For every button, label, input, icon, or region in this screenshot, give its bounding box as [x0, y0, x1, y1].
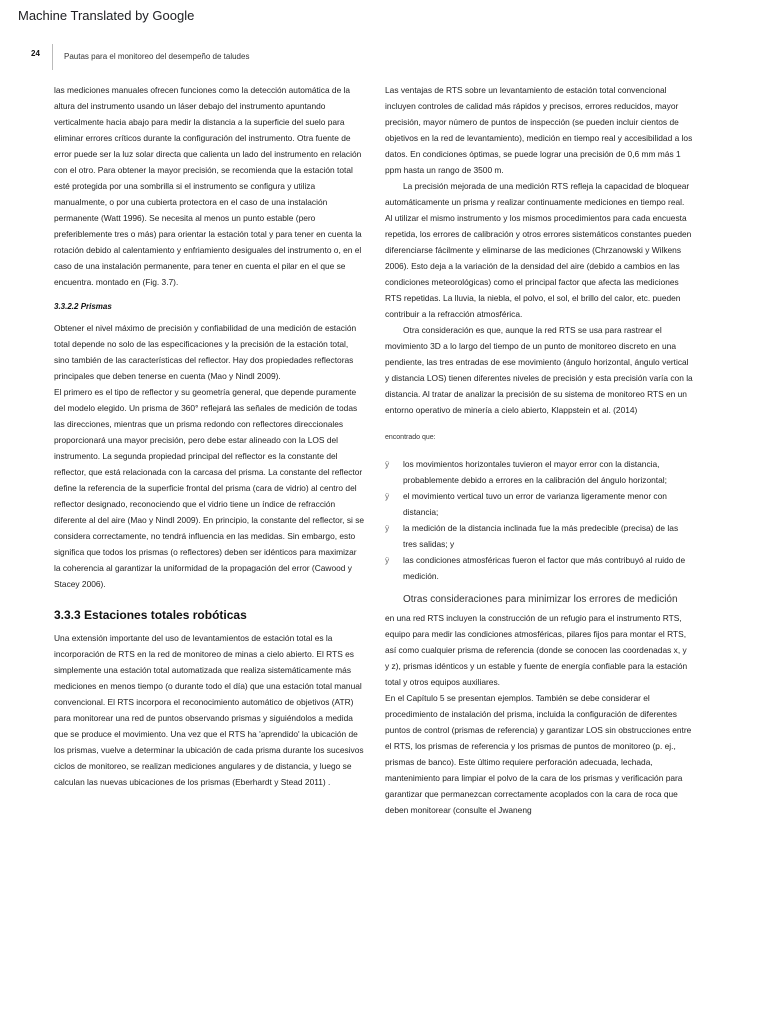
- subsection-heading-prismas: 3.3.2.2 Prismas: [54, 302, 112, 311]
- bullet-marker: ÿ: [385, 555, 390, 565]
- list-item: ÿ los movimientos horizontales tuvieron el mayor error con la distancia, probablemente debido a errores en la calibración del ángulo horizontal;: [385, 456, 693, 488]
- left-paragraph-1: las mediciones manuales ofrecen funciones como la detección automática de la altura del instrumento usando un láser debajo del instrumento apuntando verticalmente hacia abajo para medir la distancia a la superficie del suelo para eliminar errores críticos durante la configuración del instrumento. Otra fuente de error puede ser la luz solar directa que calienta un lado del instrumento en relación con el otro. Para obtener la mayor precisión, se recomienda que la estación total esté protegida por una sombrilla si el instrumento se configura y utiliza manualmente, o por una cubierta protectora en el caso de una instalación permanente (Watt 1996). Se necesita al menos un punto estable (pero preferiblemente tres o más) para orientar la estación total y para tener en cuenta la rotación debido al calentamiento y enfriamiento desiguales del instrumento o, en el caso de una instalación permanente, para tener en cuenta el pilar en el que se encuentra. montado en (Fig. 3.7).: [54, 85, 362, 287]
- right-column: [385, 82, 693, 818]
- list-item: ÿ el movimiento vertical tuvo un error de varianza ligeramente menor con distancia;: [385, 488, 693, 520]
- left-paragraph-4: Una extensión importante del uso de levantamientos de estación total es la incorporación de RTS en la red de monitoreo de minas a cielo abierto. El RTS es simplemente una estación total automatizada que realiza sistemáticamente más mediciones en menos tiempo (o durante todo el día) que una estación total manual convencional. El RTS incorpora el reconocimiento automático de objetivos (ATR) para monitorear una red de puntos observando prismas y siguiéndolos a medida que se produce el movimiento. Una vez que el RTS ha 'aprendido' la ubicación de los prismas, vuelve a determinar la ubicación de cada prisma durante los sucesivos ciclos de monitoreo, se realizan mediciones angulares y de distancia, y luego se calculan las nuevas ubicaciones de los prismas (Eberhardt y Stead 2011) .: [54, 633, 364, 787]
- list-item: ÿ las condiciones atmosféricas fueron el factor que más contribuyó al ruido de medición.: [385, 552, 693, 584]
- right-paragraph-3: Otra consideración es que, aunque la red RTS se usa para rastrear el movimiento 3D a lo largo del tiempo de un punto de monitoreo discreto en una pendiente, las tres entradas de ese movimiento (ángulo horizontal, ángulo vertical y distancia LOS) tienen diferentes niveles de precisión y esta precisión varía con la distancia. Al tratar de analizar la precisión de su sistema de monitoreo RTS en un entorno operativo de minería a cielo abierto, Klappstein et al. (2014): [385, 325, 693, 415]
- running-title: Pautas para el monitoreo del desempeño de taludes: [64, 52, 250, 61]
- bullet-marker: ÿ: [385, 491, 390, 501]
- left-paragraph-2: Obtener el nivel máximo de precisión y confiabilidad de una medición de estación total depende no solo de las especificaciones y la precisión de la estación total, sino también de las características del reflector. Hay dos propiedades reflectoras principales que deben tenerse en cuenta (Mao y Nindl 2009).: [54, 323, 357, 381]
- right-paragraph-4: en una red RTS incluyen la construcción de un refugio para el instrumento RTS, equipo para medir las condiciones atmosféricas, pilares fijos para montar el RTS, así como cualquier prisma de referencia (donde se conocen las coordenadas x, y y z), prismas idénticos y un estable y fuente de energía confiable para la estación total y otros equipos auxiliares.: [385, 613, 688, 687]
- page-number: 24: [31, 49, 40, 58]
- machine-translated-banner: Machine Translated by Google: [18, 8, 195, 23]
- section-heading-rts: 3.3.3 Estaciones totales robóticas: [54, 608, 247, 622]
- found-label: encontrado que:: [385, 434, 436, 441]
- header-divider: [52, 44, 53, 70]
- left-paragraph-3: El primero es el tipo de reflector y su geometría general, que depende puramente del modelo elegido. Un prisma de 360° reflejará las señales de medición de todas las direcciones, mientras que un prisma redondo con reflectores direccionales proporcionará una mayor precisión, pero debe estar alineado con la LOS del instrumento. La segunda propiedad principal del reflector es la constante del reflector, que está relacionada con la carcasa del prisma. La constante del reflector define la referencia de la superficie frontal del prisma (cara de vidrio) al centro del reflector designado, reconociendo que el vidrio tiene un índice de refracción diferente al del aire (Mao y Nindl 2009). En principio, la constante del reflector, si se considera correctamente, no tendrá influencia en las medidas. Sin embargo, esto significa que todos los prismas (o reflectores) deben ser idénticos para maximizar la coherencia al garantizar la uniformidad de la propagación del error (Cawood y Stacey 2006).: [54, 387, 365, 589]
- list-item: ÿ la medición de la distancia inclinada fue la más predecible (precisa) de las tres salidas; y: [385, 520, 693, 552]
- bullet-marker: ÿ: [385, 523, 390, 533]
- right-paragraph-5: En el Capítulo 5 se presentan ejemplos. También se debe considerar el procedimiento de instalación del prisma, incluida la configuración de diferentes puntos de control (prismas de referencia) y garantizar LOS sin obstrucciones entre el RTS, los prismas de referencia y los prismas de puntos de monitoreo (p. ej., prismas de banco). Este último requiere perforación adecuada, lechada, mantenimiento para limpiar el polvo de la cara de los prismas y verificación para garantizar que permanezcan correctamente acoplados con la cara de roca que deben monitorear (consulte el Jwaneng: [385, 693, 692, 815]
- findings-list: [385, 456, 693, 584]
- left-column: [54, 82, 365, 790]
- right-paragraph-2: La precisión mejorada de una medición RTS refleja la capacidad de bloquear automáticamente un prisma y realizar continuamente mediciones en tiempo real. Al utilizar el mismo instrumento y los mismos procedimientos para cada encuesta repetida, los errores de calibración y otros errores sistemáticos constantes pueden diferenciarse fácilmente y eliminarse de las mediciones (Chrzanowski y Wilkens 2006). Esto deja a la variación de la densidad del aire (debido a cambios en las condiciones meteorológicas) como el principal factor que afecta las mediciones RTS repetidas. La lluvia, la niebla, el polvo, el sol, el brillo del calor, etc. pueden contribuir a la refracción atmosférica.: [385, 181, 692, 319]
- right-paragraph-1: Las ventajas de RTS sobre un levantamiento de estación total convencional incluyen controles de calidad más rápidos y precisos, errores reducidos, mayor precisión, mayor número de puntos de inspección (se pueden incluir cientos de objetivos en la red de levantamiento), medición en tiempo real y accesibilidad a los datos. En condiciones óptimas, se puede lograr una precisión de 0,6 mm más 1 ppm hasta un rango de 3500 m.: [385, 85, 693, 175]
- bullet-marker: ÿ: [385, 459, 390, 469]
- side-heading-errors: Otras consideraciones para minimizar los errores de medición: [403, 594, 678, 605]
